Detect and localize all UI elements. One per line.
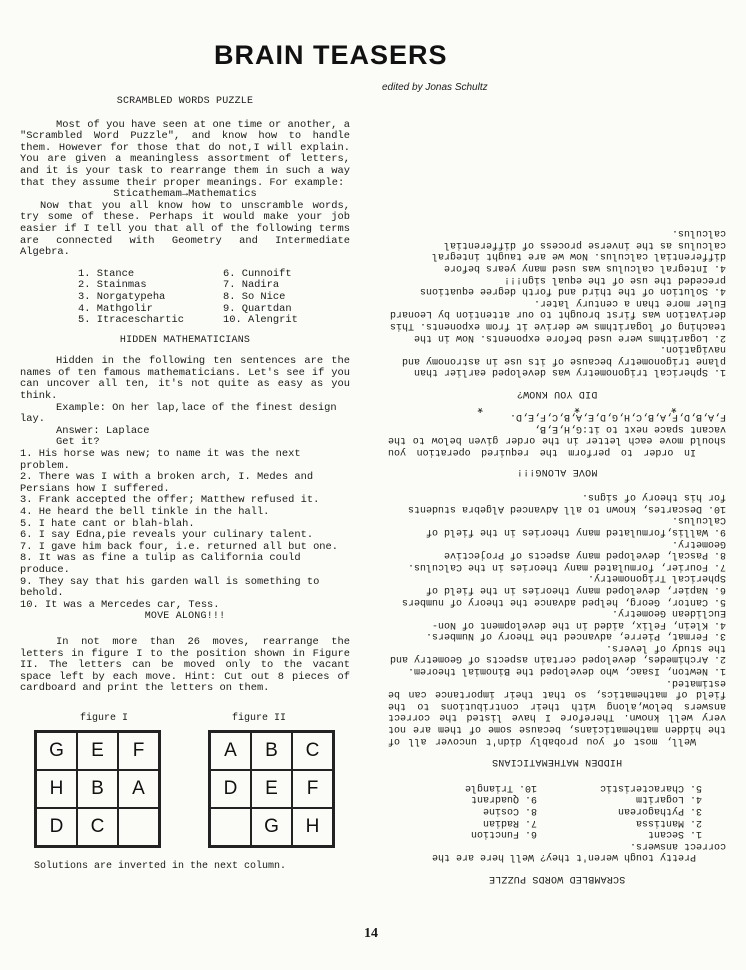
list-item: 7. I gave him back four, i.e. returned all but one. <box>20 540 339 553</box>
list-item: 1. Secant <box>647 828 702 840</box>
list-item: 10. Descartes, known to all Advanced Algebra students for his theory of signs. <box>407 491 726 514</box>
list-item: 5. Cantor, Georg, helped advance the theory of numbers <box>401 595 726 607</box>
grid-cell: A <box>118 770 159 808</box>
list-item: 3. Pythagorean <box>617 805 702 817</box>
hidden-example: Example: On her lap,lace of the finest design lay. <box>20 401 337 426</box>
grid-cell: F <box>118 732 159 770</box>
scrambled-word-list <box>78 269 350 327</box>
list-item: 10. It was a Mercedes car, Tess. <box>20 598 220 611</box>
page-title: BRAIN TEASERS <box>214 40 448 70</box>
scrambled-example: Sticathemam→Mathematics <box>113 188 257 201</box>
list-item: 10. Triangle <box>464 781 537 793</box>
hidden-answer: Answer: Laplace <box>56 424 150 437</box>
list-item: 1. Stance <box>78 267 135 280</box>
list-item: 6. Function <box>470 828 537 840</box>
list-item: 2. Logarithms were used before exponents. Now in the teaching of logarithms we derive it from exponents. This derivation was first brought to our attention by Leonard Euler more than a century later. <box>389 296 726 343</box>
list-item: 7. Nadira <box>223 279 280 292</box>
hidden-get-it: Get it? <box>56 436 100 449</box>
grid-cell: A <box>210 732 251 770</box>
grid-cell: E <box>251 770 292 808</box>
grid-cell: G <box>251 808 292 846</box>
right-column-inverted <box>388 96 726 884</box>
left-column <box>20 96 350 873</box>
list-item: 1. His horse was new; to name it was the next problem. <box>20 448 301 472</box>
list-item: 5. I hate cant or blah-blah. <box>20 517 195 530</box>
list-item: 6. Napier, developed many theories in the field of Spherical Trigonometry. <box>425 572 726 595</box>
grid-cell <box>210 808 251 846</box>
move-text: In not more than 26 moves, rearrange the letters in figure I to the position shown in Figure II. The letters can be moved only to the vacant space left by each move. Hint: Cut out 8 pieces of cardboard and print the letters on them. <box>20 635 350 695</box>
list-item: 4. Integral calculus was used many years before differential calculus. Now we are taught integral calculus as the inverse process of differential calculus. <box>431 227 726 274</box>
solutions-move-sequence: F,A,B,D,F,A,B,C,H,G,D,E,A,B,C,F,E,D. <box>509 411 726 423</box>
list-item: 9. Wallis,formulated many theories in the field of Calculus. <box>425 514 726 537</box>
divider-stars: * * * <box>436 397 679 414</box>
puzzle-figures <box>20 713 350 873</box>
grid-cell: C <box>292 732 333 770</box>
list-item: 3. Frank accepted the offer; Matthew refused it. <box>20 494 320 507</box>
list-item: 6. I say Edna,pie reveals your culinary talent. <box>20 529 314 542</box>
figure-caption: Solutions are inverted in the next column. <box>34 860 287 872</box>
grid-cell: H <box>292 808 333 846</box>
grid-cell: B <box>251 732 292 770</box>
solutions-move-heading: MOVE ALONG!!! <box>516 465 598 477</box>
hidden-intro: Hidden in the following ten sentences are the names of ten famous mathematicians. Let's see if you can uncover all ten, it's not quite as easy as you think. <box>20 355 350 403</box>
grid-cell: C <box>77 808 118 846</box>
list-item: 9. They say that his garden wall is something to behold. <box>20 575 320 600</box>
grid-cell: G <box>36 732 77 770</box>
grid-cell: B <box>77 770 118 808</box>
list-item: 4. Mathgolir <box>78 302 153 315</box>
move-heading: MOVE ALONG!!! <box>144 611 226 623</box>
grid-cell: E <box>77 732 118 770</box>
list-item: 5. Itraceschartic <box>78 314 185 327</box>
figure-2-label: figure II <box>232 712 287 724</box>
solutions-scrambled-heading: SCRAMBLED WORDS PUZZLE <box>488 873 626 884</box>
figure-1-grid <box>34 730 161 848</box>
list-item: 8. Pascal, developed many aspects of Projective Geometry. <box>443 537 726 561</box>
list-item: 7. Radian <box>482 816 537 828</box>
scrambled-heading: SCRAMBLED WORDS PUZZLE <box>116 96 254 107</box>
solutions-move-text: In order to perform the required operation you should move each letter in the order given below to the vacant space next to it:G,H,E,B, <box>388 422 726 457</box>
solutions-word-list <box>388 781 702 839</box>
list-item: 2. There was I with a broken arch, I. Medes and Persians how I suffered. <box>20 471 314 495</box>
hidden-heading: HIDDEN MATHEMATICIANS <box>119 334 251 346</box>
solutions-hidden-heading: HIDDEN MATHEMATICIANS <box>491 756 623 768</box>
grid-cell: H <box>36 770 77 808</box>
list-item: 8. It was as fine a tulip as California could produce. <box>20 552 301 576</box>
figure-1-label: figure I <box>80 712 129 724</box>
list-item: 2. Archimedes, developed certain aspects of Geometry and the study of levers. <box>389 641 726 665</box>
list-item: 8. So Nice <box>223 290 286 303</box>
solutions-hidden-intro: Well, most of you probably didn't uncover all of the hidden mathematicians, because some of them are not very well known. Therefore I have listed the correct answers below,along with their contributions to the field of mathematics, so that their importance can be estimated. <box>388 676 726 746</box>
scrambled-intro: Most of you have seen at one time or another, a "Scrambled Word Puzzle", and know how to handle them. However for those that do not,I will explain. You are given a meaningless assortment of letters, and it is your task to rearrange them in such a way that they assume their proper meanings. For example: <box>20 118 350 189</box>
list-item: 10. Alengrit <box>223 314 298 327</box>
list-item: 8. Cosine <box>482 805 537 817</box>
list-item: 9. Quartdan <box>223 302 292 315</box>
grid-cell: D <box>36 808 77 846</box>
scrambled-intro-2: Now that you all know how to unscramble words, try some of these. Perhaps it would make your job easier if I tell you that all of the following terms are connected with Geometry and Intermediate Algebra. <box>20 199 350 259</box>
grid-cell: F <box>292 770 333 808</box>
list-item: 3. Fermat, Pierre, advanced the Theory of Numbers. <box>425 630 726 642</box>
list-item: 5. Characteristic <box>599 781 702 793</box>
grid-cell: D <box>210 770 251 808</box>
list-item: 4. Logaritm <box>635 793 702 805</box>
list-item: 1. Spherical trigonometry was developed earlier than plane trigonometry because of its use in astronomy and navigation. <box>401 343 726 378</box>
list-item: 4. Klein, Felix, aided in the development of Non-Euclidean Geometry. <box>431 607 726 630</box>
list-item: 6. Cunnoift <box>223 267 292 280</box>
list-item: 9. Quadrant <box>470 793 537 805</box>
figure-2-grid <box>208 730 335 848</box>
did-you-know-heading: DID YOU KNOW? <box>516 388 598 400</box>
list-item: 2. Mantissa <box>635 816 702 828</box>
list-item: 2. Stainmas <box>78 279 147 292</box>
list-item: 4. He heard the bell tinkle in the hall. <box>20 506 270 518</box>
list-item: 7. Fourier, formulated many theories in the Calculus. <box>407 560 726 572</box>
solutions-scrambled-intro: Pretty tough weren't they? Well here are the correct answers. <box>431 839 726 863</box>
page-number: 14 <box>364 926 378 941</box>
list-item: 4. Solution of the third and forth degree equations preceded the use of the equal sign!!! <box>419 273 726 297</box>
grid-cell <box>118 808 159 846</box>
editor-credit: edited by Jonas Schultz <box>382 82 488 93</box>
list-item: 1. Newton, Isaac, who developed the Binomial theorem. <box>407 665 726 677</box>
list-item: 3. Norgatypeha <box>78 290 166 303</box>
